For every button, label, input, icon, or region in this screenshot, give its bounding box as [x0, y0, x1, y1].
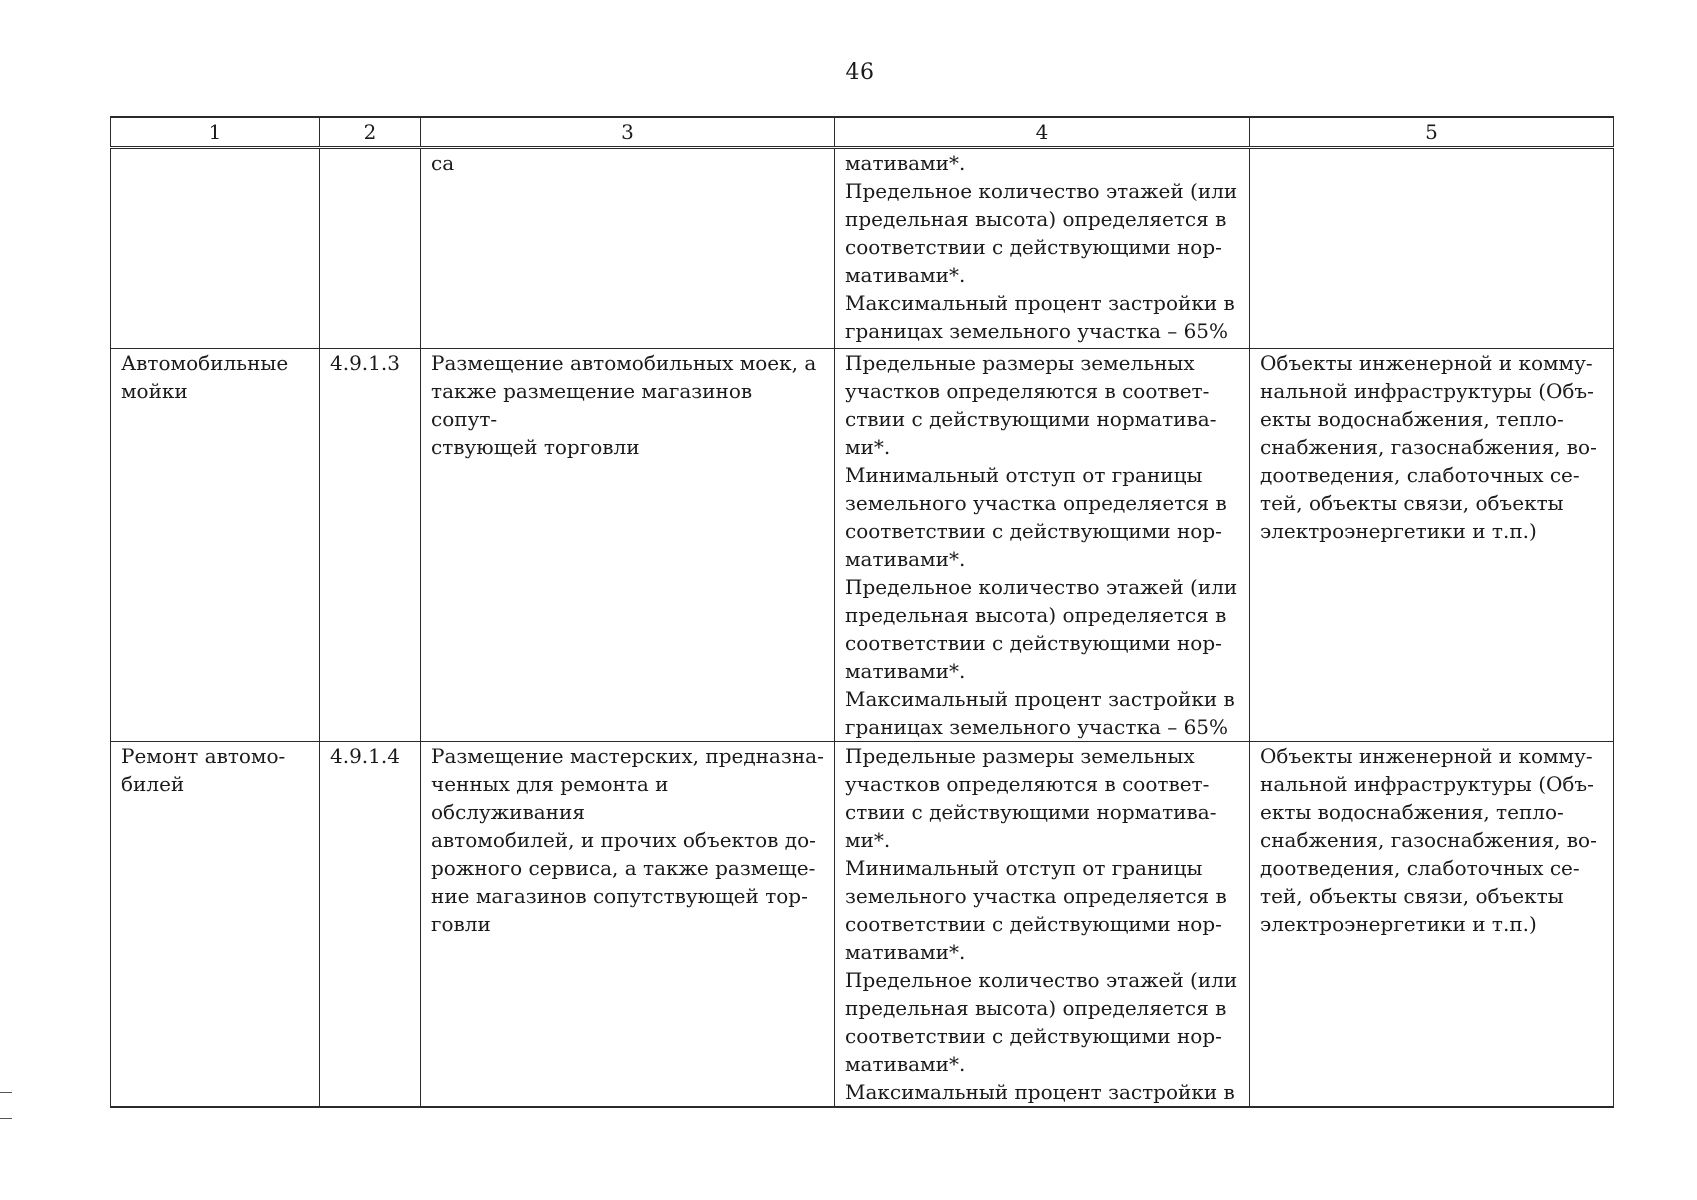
land-use-name-cell [111, 148, 320, 349]
building-parameters-cell: Предельные размеры земельных участков определяются в соответ- ствии с действующими норматива- ми*. Минимальный отступ от границы земельного участка определяется в соответствии с действующими нор- мативами*. Предельное количество этажей (или предельная высота) определяется в соответствии с действующими нор- мативами*. Максимальный процент застройки в границах земельного участка – 65% [835, 349, 1250, 742]
building-parameters-cell: мативами*. Предельное количество этажей (или предельная высота) определяется в соответствии с действующими нор- мативами*. Максимальный процент застройки в границах земельного участка – 65% [835, 148, 1250, 349]
zoning-table [110, 116, 1614, 1108]
auxiliary-uses-cell [1250, 148, 1614, 349]
scan-margin-mark [0, 1118, 12, 1119]
table-row [111, 349, 1614, 742]
land-use-description-cell: са [421, 148, 835, 349]
land-use-code-cell: 4.9.1.3 [320, 349, 421, 742]
column-header: 3 [421, 117, 835, 148]
land-use-description-cell: Размещение мастерских, предназна- ченных для ремонта и обслуживания автомобилей, и прочих объектов до- рожного сервиса, а также размеще- ние магазинов сопутствующей тор- говли [421, 742, 835, 1108]
column-header: 4 [835, 117, 1250, 148]
table-row [111, 742, 1614, 1108]
scan-margin-mark [0, 1092, 12, 1093]
land-use-code-cell [320, 148, 421, 349]
land-use-description-cell: Размещение автомобильных моек, а также размещение магазинов сопут- ствующей торговли [421, 349, 835, 742]
land-use-name-cell: Автомобильные мойки [111, 349, 320, 742]
land-use-name-cell: Ремонт автомо- билей [111, 742, 320, 1108]
column-header: 2 [320, 117, 421, 148]
column-header: 1 [111, 117, 320, 148]
auxiliary-uses-cell: Объекты инженерной и комму- нальной инфраструктуры (Объ- екты водоснабжения, тепло- снабжения, газоснабжения, во- доотведения, слаботочных се- тей, объекты связи, объекты электроэнергетики и т.п.) [1250, 349, 1614, 742]
page-number: 46 [845, 60, 875, 85]
column-header: 5 [1250, 117, 1614, 148]
building-parameters-cell: Предельные размеры земельных участков определяются в соответ- ствии с действующими норматива- ми*. Минимальный отступ от границы земельного участка определяется в соответствии с действующими нор- мативами*. Предельное количество этажей (или предельная высота) определяется в соответствии с действующими нор- мативами*. Максимальный процент застройки в [835, 742, 1250, 1108]
table-header-row [111, 117, 1614, 148]
auxiliary-uses-cell: Объекты инженерной и комму- нальной инфраструктуры (Объ- екты водоснабжения, тепло- снабжения, газоснабжения, во- доотведения, слаботочных се- тей, объекты связи, объекты электроэнергетики и т.п.) [1250, 742, 1614, 1108]
land-use-code-cell: 4.9.1.4 [320, 742, 421, 1108]
table-row [111, 148, 1614, 349]
